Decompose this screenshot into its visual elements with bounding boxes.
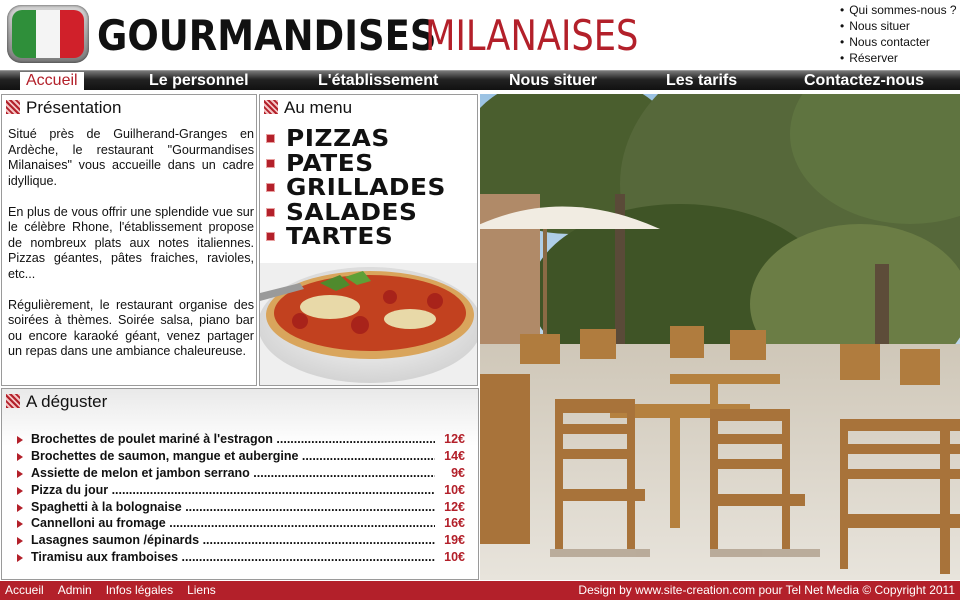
menu-item-label: PATES [286,150,374,177]
bullet-arrow-icon [17,453,23,461]
dish-name: Pizza du jour ..... [31,483,435,497]
dish-price: 12€ [444,432,465,446]
dish-price: 14€ [444,448,465,463]
header [0,0,960,70]
hatch-icon [264,100,278,114]
site-title-accent: MILANAISES [425,11,639,60]
presentation-text [8,127,254,375]
dish-price: 10€ [444,482,465,497]
dish-item [17,500,465,517]
hatch-icon [6,394,20,408]
menu-item-label: SALADES [286,199,418,226]
dish-item [17,466,465,483]
presentation-title: Présentation [26,98,122,117]
dish-price: 10€ [444,550,465,565]
bullet-arrow-icon [17,504,23,512]
italian-flag-icon [12,10,84,58]
menu-heading [264,98,352,118]
bullet-arrow-icon [17,487,23,495]
footer-credit[interactable]: Design by www.site-creation.com pour Tel Net Media © Copyright 2011 [578,583,955,597]
dish-item [17,533,465,550]
footer-link-liens[interactable]: Liens [187,583,216,597]
dish-name: Assiette de melon et jambon serrano ..... [31,466,435,480]
dish-item [17,516,465,533]
nav-item-etablissement[interactable]: L'établissement [318,72,439,89]
presentation-paragraph: Situé près de Guilherand-Granges en Ardèche, le restaurant "Gourmandises Milanaises" vous accueille dans un cadre idyllique. [8,127,254,188]
dish-price: 16€ [444,516,465,531]
bullet-arrow-icon [17,436,23,444]
terrace-photo [480,94,960,580]
dish-price: 12€ [444,499,465,514]
main-nav [0,70,960,90]
presentation-heading [6,98,121,118]
menu-title: Au menu [284,98,353,117]
site-title [97,11,639,60]
bullet-arrow-icon [17,554,23,562]
nav-item-accueil[interactable]: Accueil [20,72,84,90]
footer [0,581,960,600]
top-link-nous-situer[interactable]: • Nous situer [840,18,957,34]
top-links [840,2,957,66]
bullet-square-icon [266,183,275,192]
top-link-nous-contacter[interactable]: • Nous contacter [840,34,957,50]
footer-links [5,581,216,600]
presentation-paragraph: Régulièrement, le restaurant organise des soirées à thèmes. Soirée salsa, piano bar ou encore karaoké géant, venez partager un repas dans une ambiance chaleureuse. [8,297,254,358]
dish-price: 19€ [444,533,465,548]
footer-link-accueil[interactable]: Accueil [5,583,44,597]
dish-name: Brochettes de poulet mariné à l'estragon ..... [31,432,435,446]
italian-flag-logo[interactable] [7,5,89,63]
dish-name: Brochettes de saumon, mangue et aubergine ..... [31,449,435,463]
menu-panel [259,94,478,386]
bullet-square-icon [266,232,275,241]
dish-item [17,432,465,449]
dish-price: 9€ [451,465,465,480]
dish-item [17,550,465,567]
menu-item-label: GRILLADES [286,175,446,201]
nav-item-nous-situer[interactable]: Nous situer [509,72,598,89]
menu-item-label: TARTES [286,224,394,250]
deguster-title: A déguster [26,392,108,411]
nav-item-le-personnel[interactable]: Le personnel [149,72,249,89]
bullet-arrow-icon [17,470,23,478]
deguster-heading [6,392,107,412]
dish-list [17,432,465,567]
top-link-reserver[interactable]: • Réserver [840,50,957,66]
menu-item-label: PIZZAS [286,126,390,152]
dish-name: Lasagnes saumon /épinards ..... [31,533,435,547]
footer-link-infos-legales[interactable]: Infos légales [105,583,174,597]
site-title-main: GOURMANDISES [97,11,437,60]
nav-item-les-tarifs[interactable]: Les tarifs [666,72,738,89]
footer-link-admin[interactable]: Admin [57,583,92,597]
dish-item [17,449,465,466]
nav-item-contactez-nous[interactable]: Contactez-nous [804,72,924,89]
dish-name: Cannelloni au fromage ..... [31,516,435,530]
presentation-panel [1,94,257,386]
bullet-square-icon [266,208,275,217]
bullet-square-icon [266,134,275,143]
dish-name: Spaghetti à la bolognaise ..... [31,500,435,514]
bullet-arrow-icon [17,520,23,528]
dish-name: Tiramisu aux framboises ..... [31,550,435,564]
presentation-paragraph: En plus de vous offrir une splendide vue sur le célèbre Rhone, l'établissement propose de nombreux plats aux notes italiennes. Pizzas géantes, pâtes fraiches, ravioles, etc... [8,204,254,281]
bullet-square-icon [266,159,275,168]
bullet-arrow-icon [17,537,23,545]
top-link-qui-sommes-nous[interactable]: • Qui sommes-nous ? [840,2,957,18]
dish-item [17,483,465,500]
hatch-icon [6,100,20,114]
pizza-photo [260,263,477,385]
deguster-panel [1,388,479,580]
